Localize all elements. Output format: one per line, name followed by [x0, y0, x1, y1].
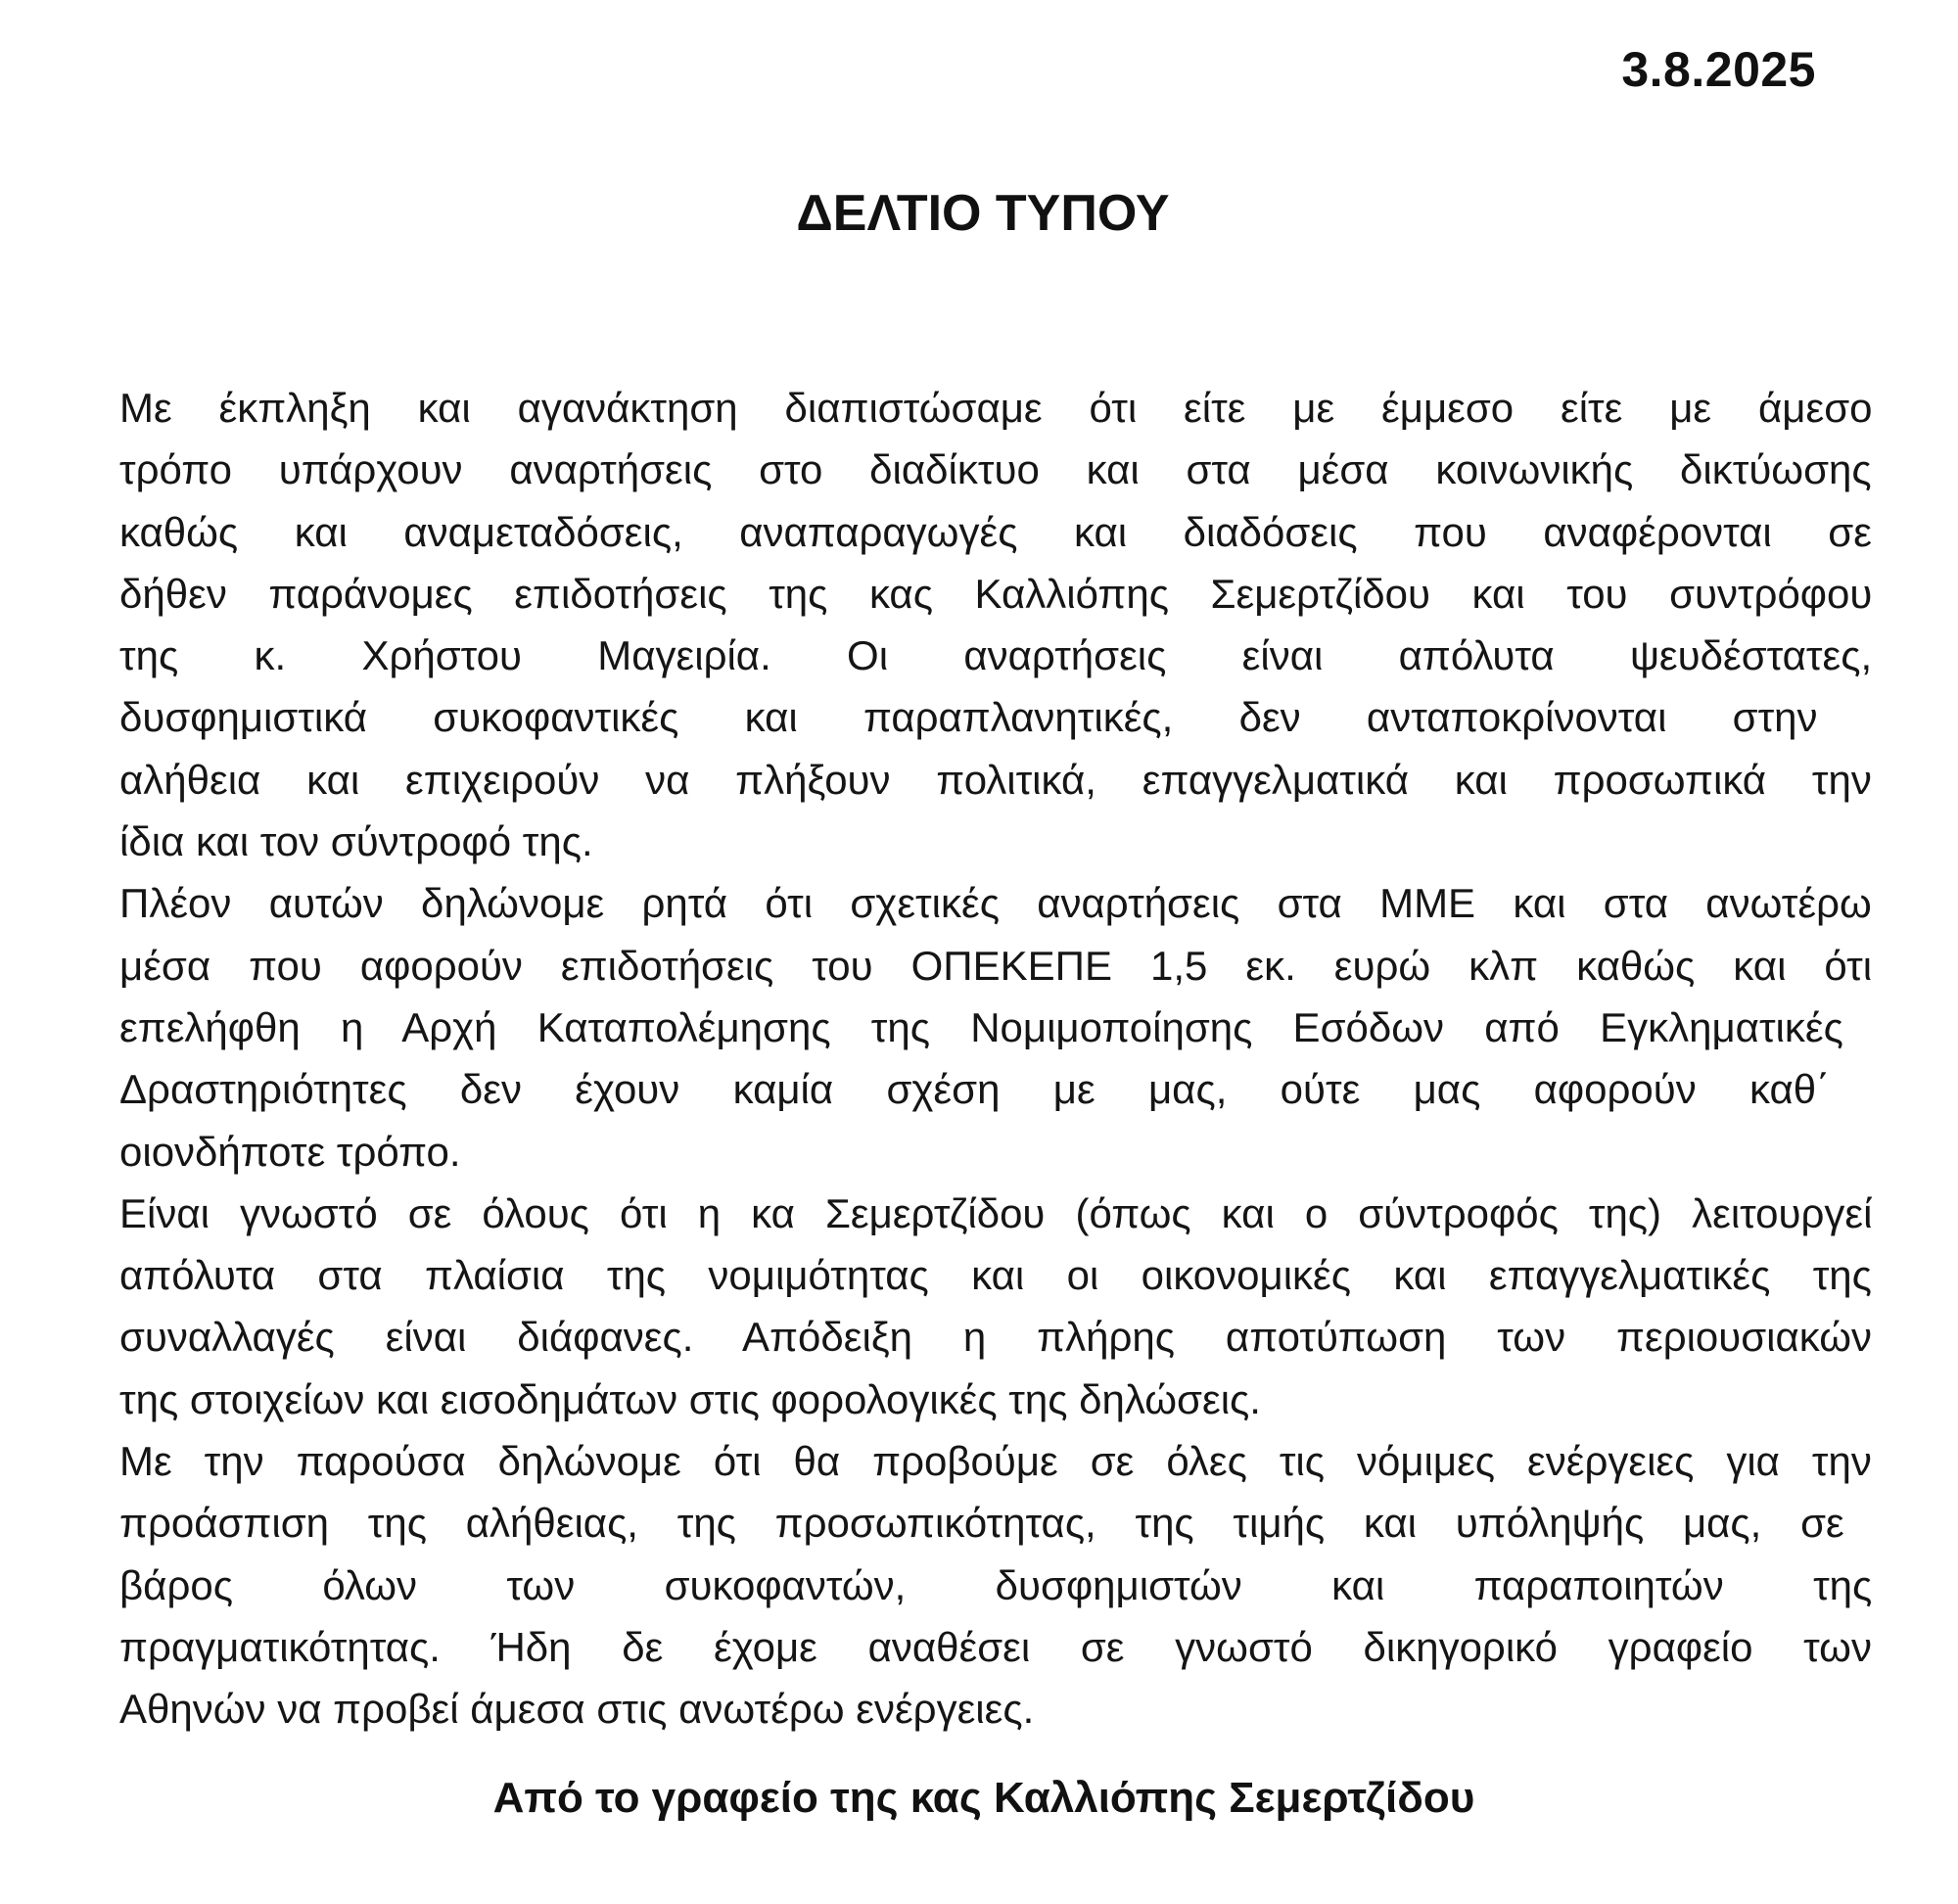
- paragraph-3: [119, 1183, 1872, 1430]
- text-line: πραγματικότητας. Ήδη δε έχομε αναθέσει σε γνωστό δικηγορικό γραφείο των: [119, 1623, 1872, 1670]
- text-line: της στοιχείων και εισοδημάτων στις φορολογικές της δηλώσεις.: [119, 1375, 1261, 1422]
- text-line: αλήθεια και επιχειρούν να πλήξουν πολιτικά, επαγγελματικά και προσωπικά την: [119, 756, 1872, 803]
- text-line: βάρος όλων των συκοφαντών, δυσφημιστών και παραποιητών της: [119, 1561, 1872, 1608]
- document-title: ΔΕΛΤΙΟ ΤΥΠΟΥ: [796, 185, 1170, 242]
- text-line: Δραστηριότητες δεν έχουν καμία σχέση με μας, ούτε μας αφορούν καθ΄: [119, 1066, 1831, 1113]
- paragraph-2: [119, 872, 1872, 1182]
- text-line: ίδια και τον σύντροφό της.: [119, 818, 593, 865]
- text-line: δυσφημιστικά συκοφαντικές και παραπλανητικές, δεν ανταποκρίνονται στην: [119, 694, 1818, 741]
- release-date: 3.8.2025: [1621, 42, 1816, 97]
- text-line: Με την παρούσα δηλώνομε ότι θα προβούμε σε όλες τις νόμιμες ενέργειες για την: [119, 1438, 1872, 1485]
- text-line: της κ. Χρήστου Μαγειρία. Οι αναρτήσεις είναι απόλυτα ψευδέστατες,: [119, 632, 1872, 679]
- paragraph-4: [119, 1430, 1872, 1740]
- text-line: Είναι γνωστό σε όλους ότι η κα Σεμερτζίδου (όπως και ο σύντροφός της) λειτουργεί: [119, 1189, 1872, 1236]
- text-line: συναλλαγές είναι διάφανες. Απόδειξη η πλήρης αποτύπωση των περιουσιακών: [119, 1314, 1872, 1361]
- text-line: τρόπο υπάρχουν αναρτήσεις στο διαδίκτυο και στα μέσα κοινωνικής δικτύωσης: [119, 446, 1872, 493]
- signature-line: Από το γραφείο της κας Καλλιόπης Σεμερτζίδου: [492, 1774, 1475, 1822]
- text-line: δήθεν παράνομες επιδοτήσεις της κας Καλλιόπης Σεμερτζίδου και του συντρόφου: [119, 570, 1872, 617]
- text-line: επελήφθη η Αρχή Καταπολέμησης της Νομιμοποίησης Εσόδων από Εγκληματικές: [119, 1003, 1843, 1050]
- text-line: προάσπιση της αλήθειας, της προσωπικότητας, της τιμής και υπόληψής μας, σε: [119, 1500, 1844, 1547]
- text-line: Αθηνών να προβεί άμεσα στις ανωτέρω ενέργειες.: [119, 1686, 1035, 1733]
- document-body: [119, 377, 1872, 1741]
- text-line: Με έκπληξη και αγανάκτηση διαπιστώσαμε ότι είτε με έμμεσο είτε με άμεσο: [119, 385, 1872, 431]
- text-line: απόλυτα στα πλαίσια της νομιμότητας και οι οικονομικές και επαγγελματικές της: [119, 1252, 1872, 1299]
- text-line: οιονδήποτε τρόπο.: [119, 1128, 461, 1175]
- text-line: μέσα που αφορούν επιδοτήσεις του ΟΠΕΚΕΠΕ 1,5 εκ. ευρώ κλπ καθώς και ότι: [119, 942, 1872, 989]
- text-line: καθώς και αναμεταδόσεις, αναπαραγωγές και διαδόσεις που αναφέρονται σε: [119, 508, 1872, 555]
- paragraph-1: [119, 377, 1872, 872]
- text-line: Πλέον αυτών δηλώνομε ρητά ότι σχετικές αναρτήσεις στα ΜΜΕ και στα ανωτέρω: [119, 880, 1872, 927]
